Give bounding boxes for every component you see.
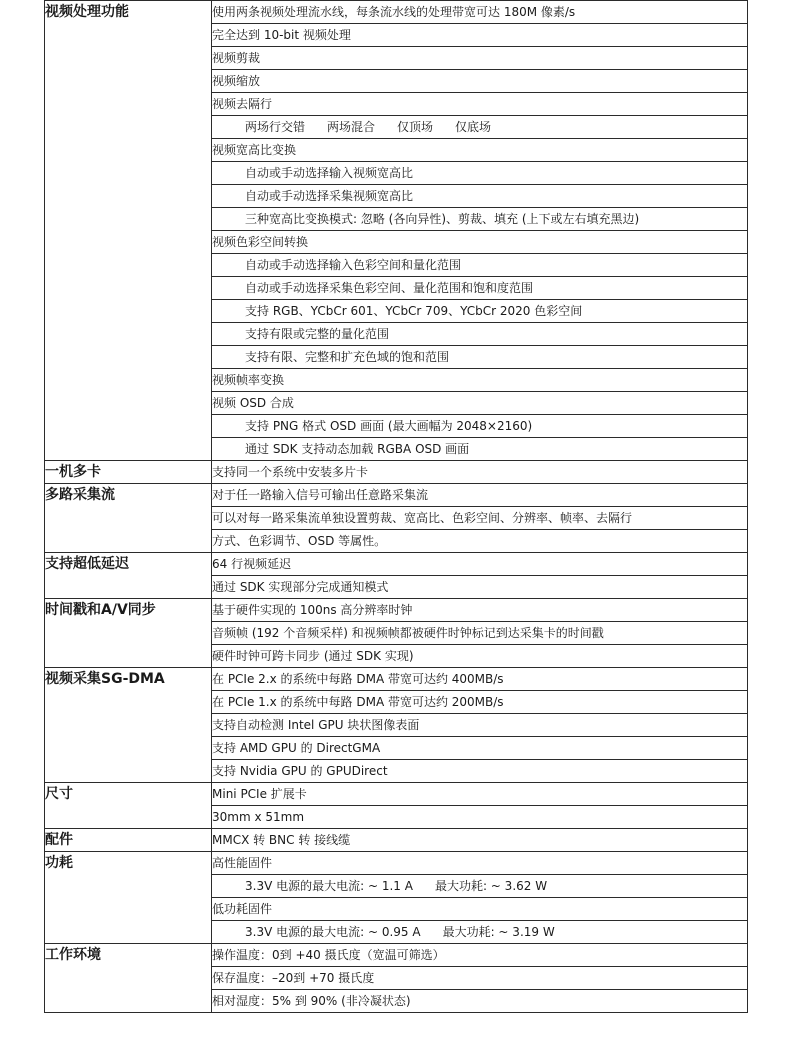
sub-item-cell: 支持有限、完整和扩充色域的饱和范围 — [212, 346, 748, 369]
item-cell: 30mm x 51mm — [212, 806, 748, 829]
item-cell: 操作温度：0到 +40 摄氏度（宽温可筛选） — [212, 944, 748, 967]
table-row — [45, 944, 748, 967]
table-row — [45, 553, 748, 576]
sub-item-cell: 支持 PNG 格式 OSD 画面 (最大画幅为 2048×2160) — [212, 415, 748, 438]
item-cell: 视频去隔行 — [212, 93, 748, 116]
item-part: 3.3V 电源的最大电流: ~ 0.95 A — [245, 925, 421, 939]
item-part: 仅底场 — [455, 120, 492, 134]
sub-item-cell: 自动或手动选择输入视频宽高比 — [212, 162, 748, 185]
item-part: 3.3V 电源的最大电流: ~ 1.1 A — [245, 879, 413, 893]
table-row — [45, 829, 748, 852]
item-cell: 支持 Nvidia GPU 的 GPUDirect — [212, 760, 748, 783]
sub-item-cell — [212, 875, 748, 898]
item-cell: 低功耗固件 — [212, 898, 748, 921]
item-part: 两场混合 — [327, 120, 376, 134]
item-cell: 支持 AMD GPU 的 DirectGMA — [212, 737, 748, 760]
spec-table — [44, 0, 748, 1013]
item-part: 两场行交错 — [245, 120, 306, 134]
category-cell: 配件 — [45, 829, 212, 852]
sub-item-cell: 三种宽高比变换模式: 忽略 (各向异性)、剪裁、填充 (上下或左右填充黑边) — [212, 208, 748, 231]
category-cell: 视频采集SG-DMA — [45, 668, 212, 783]
item-cell: 视频色彩空间转换 — [212, 231, 748, 254]
item-cell: 可以对每一路采集流单独设置剪裁、宽高比、色彩空间、分辨率、帧率、去隔行 — [212, 507, 748, 530]
item-cell: 在 PCIe 2.x 的系统中每路 DMA 带宽可达约 400MB/s — [212, 668, 748, 691]
category-cell: 多路采集流 — [45, 484, 212, 553]
item-cell: 视频缩放 — [212, 70, 748, 93]
table-row — [45, 852, 748, 875]
item-part: 最大功耗: ~ 3.19 W — [442, 925, 555, 939]
sub-item-cell — [212, 921, 748, 944]
category-cell: 时间戳和A/V同步 — [45, 599, 212, 668]
item-part: 仅顶场 — [397, 120, 434, 134]
item-cell: 基于硬件实现的 100ns 高分辨率时钟 — [212, 599, 748, 622]
sub-item-cell: 通过 SDK 支持动态加载 RGBA OSD 画面 — [212, 438, 748, 461]
item-cell: MMCX 转 BNC 转 接线缆 — [212, 829, 748, 852]
spec-table-body — [45, 1, 748, 1013]
item-cell: 完全达到 10-bit 视频处理 — [212, 24, 748, 47]
item-cell: 方式、色彩调节、OSD 等属性。 — [212, 530, 748, 553]
table-row — [45, 668, 748, 691]
item-cell: 通过 SDK 实现部分完成通知模式 — [212, 576, 748, 599]
item-cell: 音频帧 (192 个音频采样) 和视频帧都被硬件时钟标记到达采集卡的时间戳 — [212, 622, 748, 645]
category-cell: 支持超低延迟 — [45, 553, 212, 599]
item-cell: 支持同一个系统中安装多片卡 — [212, 461, 748, 484]
sub-item-cell: 自动或手动选择采集视频宽高比 — [212, 185, 748, 208]
table-row — [45, 783, 748, 806]
item-cell: 64 行视频延迟 — [212, 553, 748, 576]
item-cell: 在 PCIe 1.x 的系统中每路 DMA 带宽可达约 200MB/s — [212, 691, 748, 714]
table-row — [45, 461, 748, 484]
item-cell: 高性能固件 — [212, 852, 748, 875]
table-row — [45, 484, 748, 507]
sub-item-cell: 支持 RGB、YCbCr 601、YCbCr 709、YCbCr 2020 色彩空间 — [212, 300, 748, 323]
item-cell: 视频帧率变换 — [212, 369, 748, 392]
sub-item-cell — [212, 116, 748, 139]
item-cell: 保存温度：–20到 +70 摄氏度 — [212, 967, 748, 990]
item-cell: 使用两条视频处理流水线，每条流水线的处理带宽可达 180M 像素/s — [212, 1, 748, 24]
category-cell: 工作环境 — [45, 944, 212, 1013]
category-cell: 一机多卡 — [45, 461, 212, 484]
item-cell: 视频宽高比变换 — [212, 139, 748, 162]
item-cell: 视频剪裁 — [212, 47, 748, 70]
item-cell: Mini PCIe 扩展卡 — [212, 783, 748, 806]
table-row — [45, 599, 748, 622]
category-cell: 视频处理功能 — [45, 1, 212, 461]
item-cell: 视频 OSD 合成 — [212, 392, 748, 415]
sub-item-cell: 自动或手动选择采集色彩空间、量化范围和饱和度范围 — [212, 277, 748, 300]
item-cell: 硬件时钟可跨卡同步 (通过 SDK 实现) — [212, 645, 748, 668]
item-cell: 相对湿度：5% 到 90% (非冷凝状态) — [212, 990, 748, 1013]
item-cell: 对于任一路输入信号可输出任意路采集流 — [212, 484, 748, 507]
category-cell: 功耗 — [45, 852, 212, 944]
sub-item-cell: 支持有限或完整的量化范围 — [212, 323, 748, 346]
sub-item-cell: 自动或手动选择输入色彩空间和量化范围 — [212, 254, 748, 277]
item-cell: 支持自动检测 Intel GPU 块状图像表面 — [212, 714, 748, 737]
item-part: 最大功耗: ~ 3.62 W — [434, 879, 548, 893]
category-cell: 尺寸 — [45, 783, 212, 829]
table-row — [45, 1, 748, 24]
